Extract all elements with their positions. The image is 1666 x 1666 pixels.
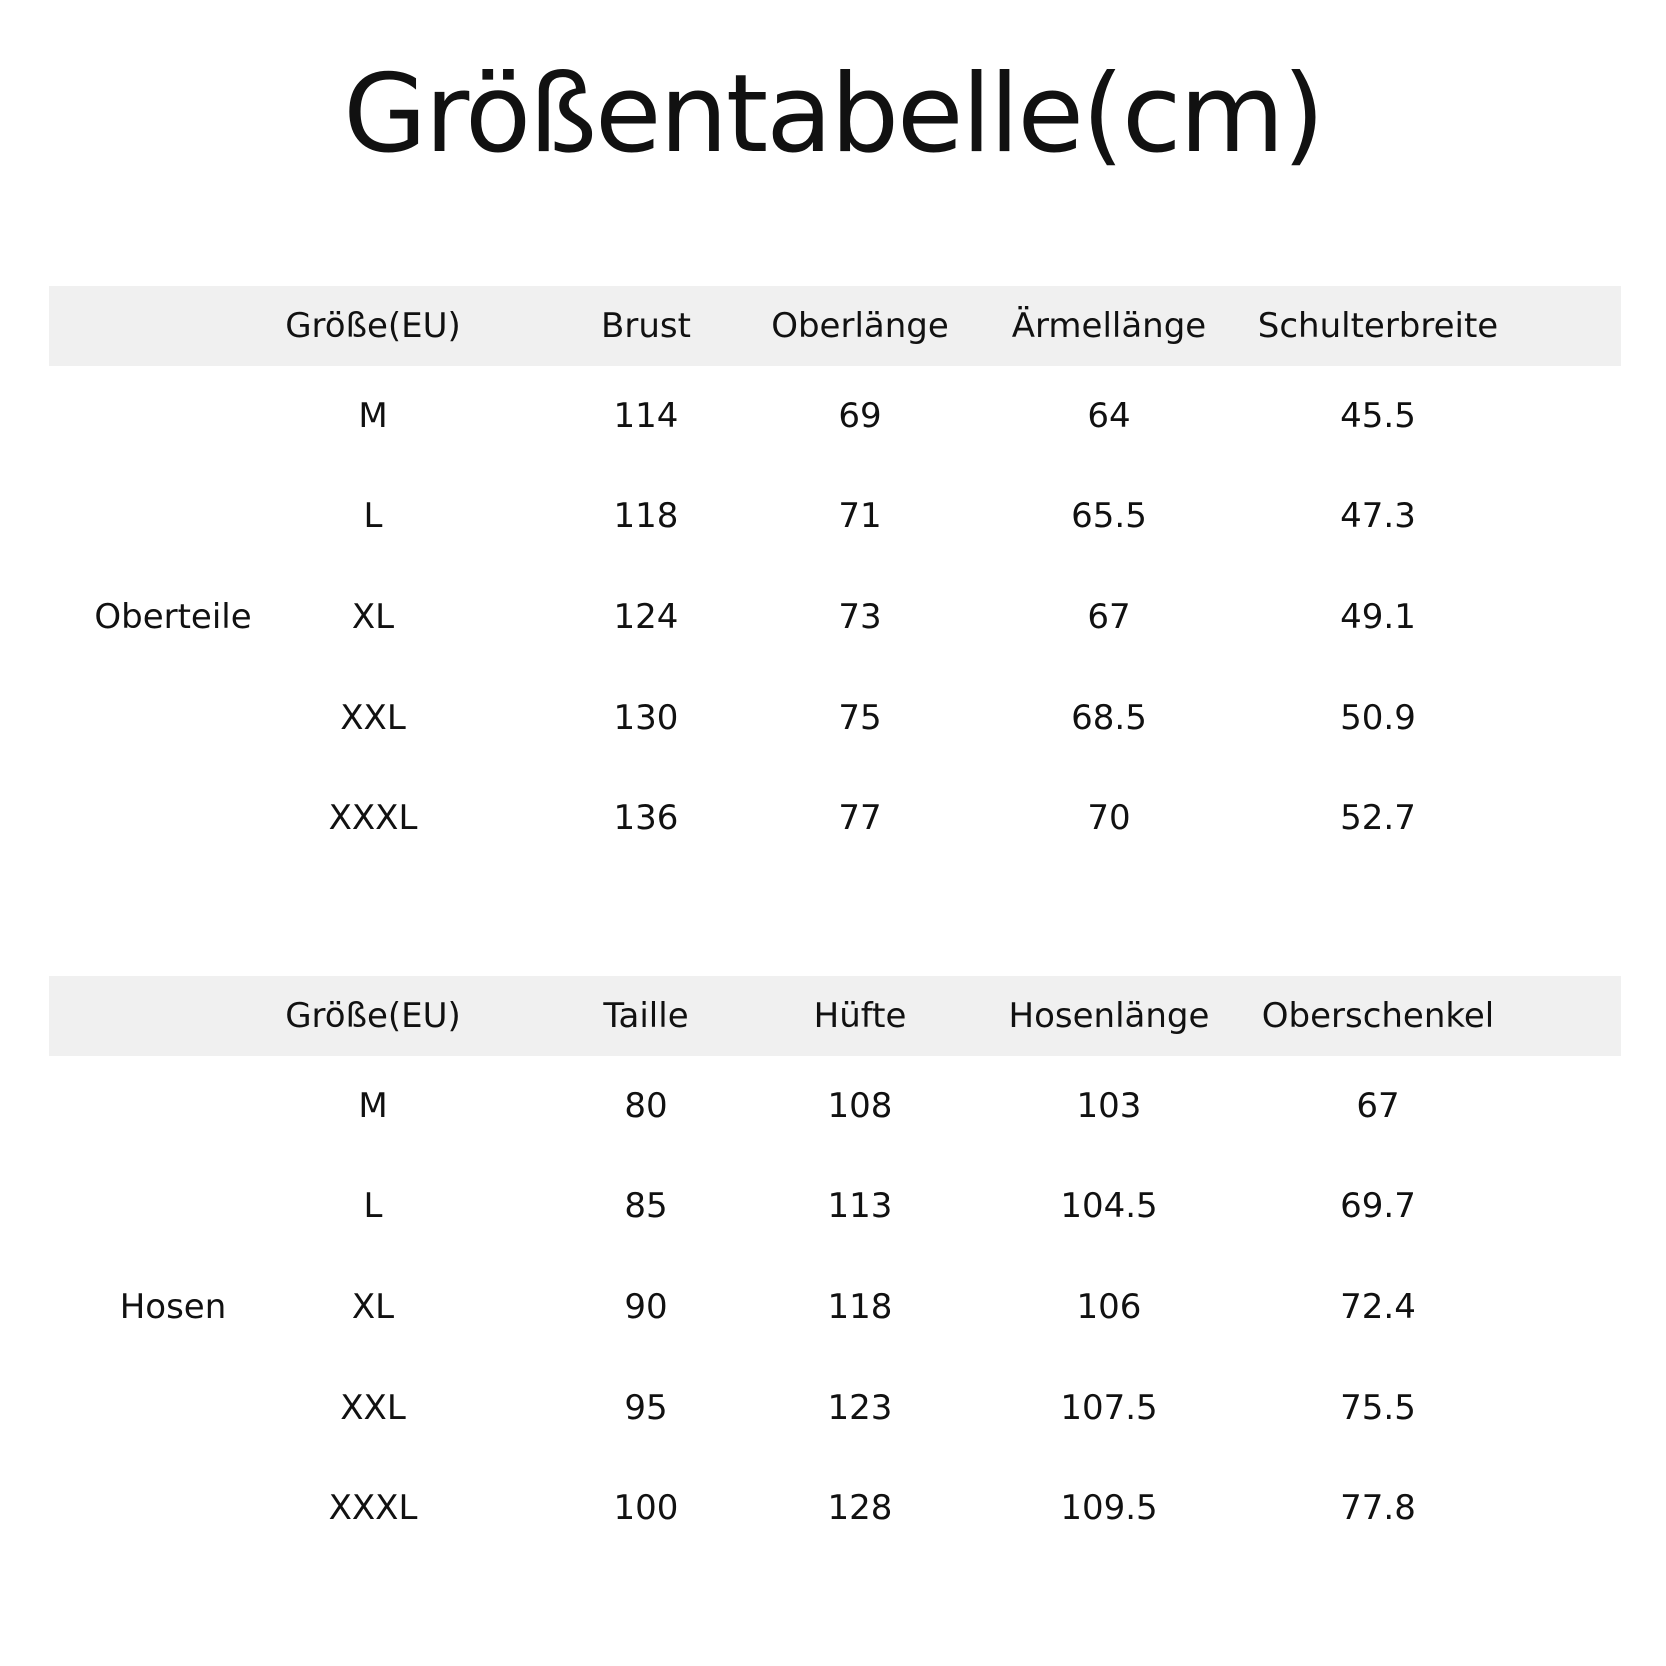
table-row [49, 1358, 1621, 1458]
chest-cell: 136 [613, 798, 679, 838]
table-row [49, 768, 1621, 868]
waist-cell: 80 [624, 1086, 668, 1126]
size-cell: M [358, 1086, 388, 1126]
pants-header-length: Hosenlänge [1008, 996, 1210, 1036]
pants-header-size: Größe(EU) [285, 996, 461, 1036]
pants-length-cell: 107.5 [1060, 1388, 1158, 1428]
size-cell: XXXL [328, 798, 418, 838]
hip-cell: 118 [827, 1287, 893, 1327]
thigh-cell: 75.5 [1340, 1388, 1416, 1428]
tops-header-length: Oberlänge [771, 306, 949, 346]
waist-cell: 90 [624, 1287, 668, 1327]
pants-body [49, 1056, 1621, 1559]
chest-cell: 124 [613, 597, 679, 637]
size-cell: L [363, 1186, 383, 1226]
sleeve-cell: 64 [1087, 396, 1131, 436]
table-row [49, 1257, 1621, 1357]
size-cell: M [358, 396, 388, 436]
table-row [49, 366, 1621, 466]
sleeve-cell: 68.5 [1071, 698, 1147, 738]
table-row [49, 1458, 1621, 1558]
thigh-cell: 77.8 [1340, 1488, 1416, 1528]
table-row [49, 567, 1621, 667]
tops-header-row [49, 286, 1621, 366]
chest-cell: 114 [613, 396, 679, 436]
thigh-cell: 72.4 [1340, 1287, 1416, 1327]
pants-length-cell: 109.5 [1060, 1488, 1158, 1528]
hip-cell: 123 [827, 1388, 893, 1428]
pants-category-label: Hosen [119, 1287, 227, 1327]
waist-cell: 85 [624, 1186, 668, 1226]
chest-cell: 130 [613, 698, 679, 738]
table-row [49, 668, 1621, 768]
pants-size-table [49, 976, 1621, 1559]
hip-cell: 113 [827, 1186, 893, 1226]
thigh-cell: 69.7 [1340, 1186, 1416, 1226]
size-cell: XXL [340, 698, 406, 738]
tops-header-shoulder: Schulterbreite [1257, 306, 1499, 346]
shoulder-cell: 50.9 [1340, 698, 1416, 738]
sleeve-cell: 67 [1087, 597, 1131, 637]
pants-length-cell: 103 [1076, 1086, 1142, 1126]
hip-cell: 108 [827, 1086, 893, 1126]
shoulder-cell: 45.5 [1340, 396, 1416, 436]
tops-size-table [49, 286, 1621, 869]
sleeve-cell: 70 [1087, 798, 1131, 838]
size-cell: XXL [340, 1388, 406, 1428]
hip-cell: 128 [827, 1488, 893, 1528]
length-cell: 75 [838, 698, 882, 738]
pants-header-thigh: Oberschenkel [1261, 996, 1495, 1036]
pants-length-cell: 104.5 [1060, 1186, 1158, 1226]
pants-header-hip: Hüfte [813, 996, 907, 1036]
sleeve-cell: 65.5 [1071, 496, 1147, 536]
length-cell: 73 [838, 597, 882, 637]
shoulder-cell: 47.3 [1340, 496, 1416, 536]
page-title: Größentabelle(cm) [343, 52, 1323, 177]
table-row [49, 466, 1621, 566]
waist-cell: 95 [624, 1388, 668, 1428]
pants-length-cell: 106 [1076, 1287, 1142, 1327]
length-cell: 71 [838, 496, 882, 536]
shoulder-cell: 52.7 [1340, 798, 1416, 838]
tops-header-chest: Brust [601, 306, 691, 346]
thigh-cell: 67 [1356, 1086, 1400, 1126]
waist-cell: 100 [613, 1488, 679, 1528]
length-cell: 77 [838, 798, 882, 838]
chest-cell: 118 [613, 496, 679, 536]
size-cell: XL [351, 597, 395, 637]
length-cell: 69 [838, 396, 882, 436]
tops-header-sleeve: Ärmellänge [1011, 306, 1207, 346]
shoulder-cell: 49.1 [1340, 597, 1416, 637]
tops-body [49, 366, 1621, 869]
table-row [49, 1156, 1621, 1256]
table-row [49, 1056, 1621, 1156]
size-cell: L [363, 496, 383, 536]
tops-header-size: Größe(EU) [285, 306, 461, 346]
size-cell: XXXL [328, 1488, 418, 1528]
size-cell: XL [351, 1287, 395, 1327]
pants-header-row [49, 976, 1621, 1056]
tops-category-label: Oberteile [94, 597, 252, 637]
pants-header-waist: Taille [603, 996, 689, 1036]
